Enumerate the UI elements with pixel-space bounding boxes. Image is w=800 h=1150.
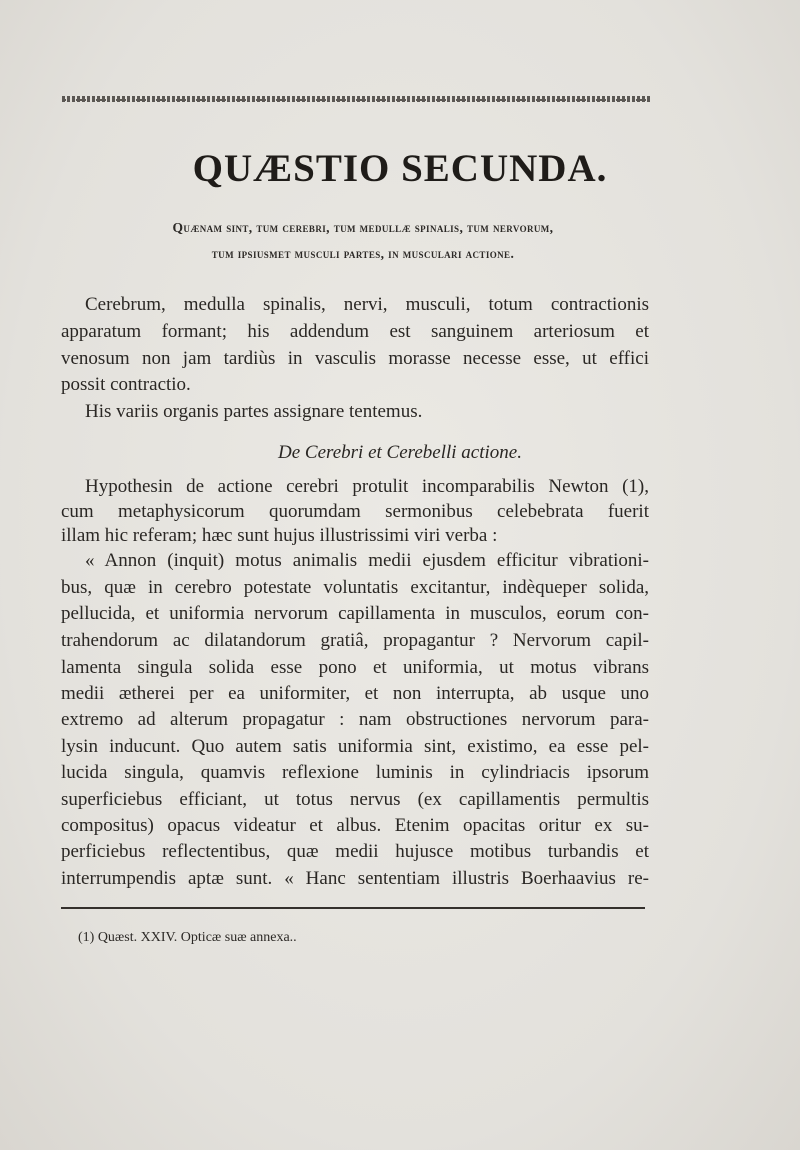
quote-line-4: trahendorum ac dilatandorum gratiâ, propagantur ? Nervorum capil-	[61, 630, 649, 651]
quote-line-2: bus, quæ in cerebro potestate voluntatis excitantur, indèqueper solida,	[61, 577, 649, 598]
paragraph3-line-3: illam hic referam; hæc sunt hujus illustrissimi viri verba :	[61, 525, 498, 546]
footnote: (1) Quæst. XXIV. Opticæ suæ annexa..	[78, 930, 297, 945]
quote-line-10: superficiebus efficiant, ut totus nervus (ex capillamentis permultis	[61, 789, 649, 810]
subtitle-line-1: Quænam sint, tum cerebri, tum medullæ spinalis, tum nervorum,	[172, 220, 554, 235]
footnote-rule	[61, 907, 645, 909]
quote-line-9: lucida singula, quamvis reflexione luminis in cylindriacis ipsorum	[61, 762, 649, 783]
page-title: QUÆSTIO SECUNDA.	[192, 147, 608, 190]
quote-line-1: « Annon (inquit) motus animalis medii ejusdem efficitur vibrationi-	[85, 550, 649, 571]
paragraph1-line-1: Cerebrum, medulla spinalis, nervi, musculi, totum contractionis	[85, 294, 649, 315]
quote-line-3: pellucida, et uniformia nervorum capillamenta in musculos, eorum con-	[61, 603, 649, 624]
paragraph1-line-3: venosum non jam tardiùs in vasculis morasse necesse esse, ut effici	[61, 348, 649, 369]
quote-line-7: extremo ad alterum propagatur : nam obstructiones nervorum para-	[61, 709, 649, 730]
paragraph3-line-1: Hypothesin de actione cerebri protulit incomparabilis Newton (1),	[85, 476, 649, 497]
subtitle-line-2: tum ipsiusmet musculi partes, in musculari actione.	[211, 246, 515, 261]
paragraph3-line-2: cum metaphysicorum quorumdam sermonibus celebebrata fuerit	[61, 501, 649, 522]
paragraph1-line-2: apparatum formant; his addendum est sanguinem arteriosum et	[61, 321, 649, 342]
quote-line-11: compositus) opacus videatur et albus. Etenim opacitas oritur ex su-	[61, 815, 649, 836]
quote-line-8: lysin inducunt. Quo autem satis uniformia sint, existimo, ea esse pel-	[61, 736, 649, 757]
quote-line-13: interrumpendis aptæ sunt. « Hanc sententiam illustris Boerhaavius re-	[61, 868, 649, 889]
section-heading: De Cerebri et Cerebelli actione.	[278, 442, 522, 463]
quote-line-6: medii ætherei per ea uniformiter, et non interrupta, ab usque uno	[61, 683, 649, 704]
quote-line-12: perficiebus reflectentibus, quæ medii hujusce motibus turbandis et	[61, 841, 649, 862]
quote-line-5: lamenta singula solida esse pono et uniformia, ut motus vibrans	[61, 657, 649, 678]
paragraph1-line-4: possit contractio.	[61, 374, 191, 395]
header-ornament	[62, 96, 650, 102]
paragraph2: His variis organis partes assignare tentemus.	[85, 401, 423, 422]
